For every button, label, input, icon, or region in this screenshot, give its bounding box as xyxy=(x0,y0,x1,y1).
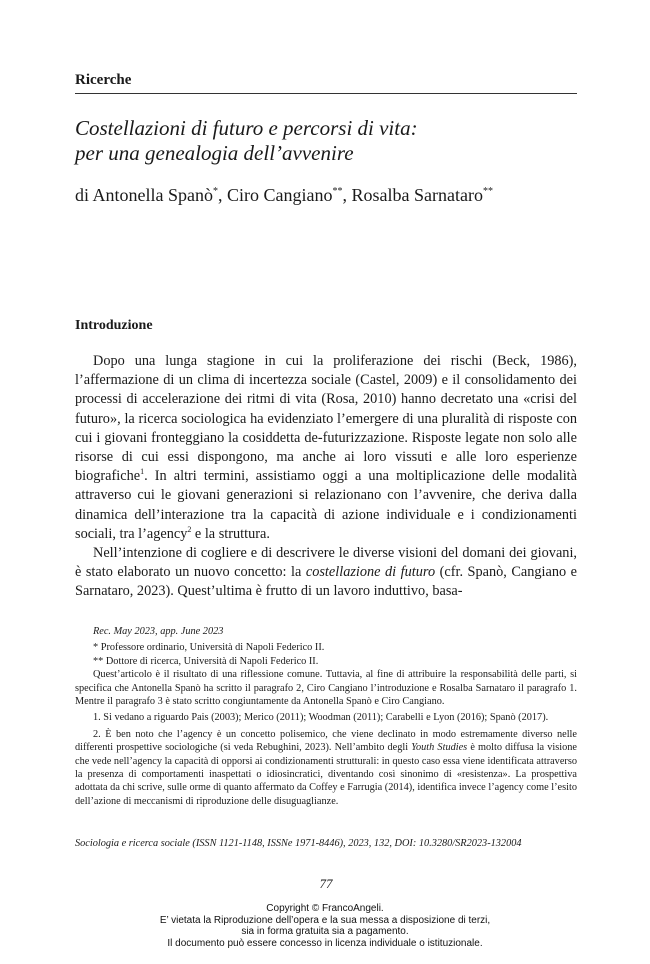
footnote-ref-1[interactable]: 1 xyxy=(140,467,145,477)
paragraph-1-text-b: . In altri termini, assistiamo oggi a una moltiplicazione delle modalità attraverso cui le giovani generazioni si relazionano con l’avvenire, che deriva dalla dinamica dell’interazione tra la capacità di azione individuale e i condizionamenti sociali, tra l’agency xyxy=(75,468,577,542)
copyright-line-3: sia in forma gratuita sia a pagamento. xyxy=(241,926,409,938)
section-label: Ricerche xyxy=(75,72,577,94)
authorship-note: Quest’articolo è il risultato di una riflessione comune. Tuttavia, al fine di attribuire la responsabilità delle parti, si specifica che Antonella Spanò ha scritto il paragrafo 2, Ciro Cangiano l’introduzione e Rosalba Sarnataro il paragrafo 1. Mentre il paragrafo 3 è stato scritto congiuntamente da Antonella Spanò e Ciro Cangiano. xyxy=(75,669,577,708)
authors-prefix: di xyxy=(75,185,93,205)
affiliation-2: ** Dottore di ricerca, Università di Napoli Federico II. xyxy=(93,655,319,667)
footnote-ref-2[interactable]: 2 xyxy=(187,525,192,535)
title-line-1: Costellazioni di futuro e percorsi di vita: xyxy=(75,116,418,140)
author-spano-mark: * xyxy=(213,186,218,197)
author-spano: Antonella Spanò xyxy=(92,185,213,205)
article-title xyxy=(75,116,577,166)
footnote-1: 1. Si vedano a riguardo Pais (2003); Merico (2011); Woodman (2011); Carabelli e Lyon (2016); Spanò (2017). xyxy=(93,712,549,724)
paragraph-1-text-c: e la struttura. xyxy=(191,525,270,542)
copyright-line-4: Il documento può essere concesso in licenza individuale o istituzionale. xyxy=(167,937,483,949)
copyright-notice xyxy=(0,903,650,949)
paragraph-1 xyxy=(75,352,577,544)
author-sarnataro-mark: ** xyxy=(482,186,493,197)
footnote-2-text-b: è molto diffusa la visione che vede nell’agency la capacità di opporsi ai condizionamenti strutturali: in questo caso essa viene identificata attraverso la presenza di comportamenti inaspettati o idiosincratici, diventando così sinonimo di «resistenza». La prospettiva adottata da chi scrive, sulle orme di quanto affermato da Coffey e Farrugia (2014), identifica invece l’agency come l’esito dell’azione di meccanismi di riproduzione delle disuguaglianze. xyxy=(75,742,577,807)
section-heading: Introduzione xyxy=(75,318,153,333)
paragraph-2-text-b: (cfr. Spanò, Cangiano e Sarnataro, 2023). Quest’ultima è frutto di un lavoro induttivo, basa- xyxy=(75,564,578,600)
authors-sep-2: , xyxy=(342,185,352,205)
paragraph-2-text-a: Nell’intenzione di cogliere e di descrivere le diverse visioni del domani dei giovani, è stato elaborato un nuovo concetto: la xyxy=(75,545,577,581)
copyright-line-2: E’ vietata la Riproduzione dell’opera e la sua messa a disposizione di terzi, xyxy=(159,914,491,926)
author-cangiano: Ciro Cangiano xyxy=(227,185,333,205)
affiliation-1: * Professore ordinario, Università di Napoli Federico II. xyxy=(93,642,325,654)
authors-sep-1: , xyxy=(218,185,227,205)
journal-citation: Sociologia e ricerca sociale (ISSN 1121-1148, ISSNe 1971-8446), 2023, 132, DOI: 10.3280/SR2023-132004 xyxy=(75,838,522,849)
footnote-2-emphasis: Youth Studies xyxy=(411,742,468,754)
body-text xyxy=(75,352,577,602)
paragraph-1-text-a: Dopo una lunga stagione in cui la proliferazione dei rischi (Beck, 1986), l’affermazione di un clima di incertezza sociale (Castel, 2009) e il consolidamento dei processi di accelerazione dei ritmi di vita (Rosa, 2010) hanno decretato una «crisi del futuro», la ricerca sociologica ha evidenziato l’emergere di una pluralità di risposte con cui i giovani fronteggiano la cosiddetta de-futurizzazione. Risposte legate non solo alle risorse di cui essi dispongono, ma anche ai loro vissuti e alle loro esperienze biografiche xyxy=(75,353,577,485)
author-line xyxy=(75,184,577,206)
paragraph-2 xyxy=(75,544,577,602)
title-line-2: per una genealogia dell’avvenire xyxy=(75,141,354,165)
footnote-2 xyxy=(75,728,577,808)
author-cangiano-mark: ** xyxy=(332,186,343,197)
author-sarnataro: Rosalba Sarnataro xyxy=(351,185,483,205)
footnotes xyxy=(75,625,577,808)
copyright-line-1: Copyright © FrancoAngeli. xyxy=(266,903,384,914)
paragraph-2-emphasis: costellazione di futuro xyxy=(305,564,436,581)
footnote-2-text-a: 2. È ben noto che l’agency è un concetto polisemico, che viene declinato in modo estremamente diverso nelle differenti prospettive sociologiche (si veda Rebughini, 2023). Nell’ambito degli xyxy=(75,728,577,754)
received-dates: Rec. May 2023, app. June 2023 xyxy=(93,626,224,637)
page-number: 77 xyxy=(319,876,333,891)
